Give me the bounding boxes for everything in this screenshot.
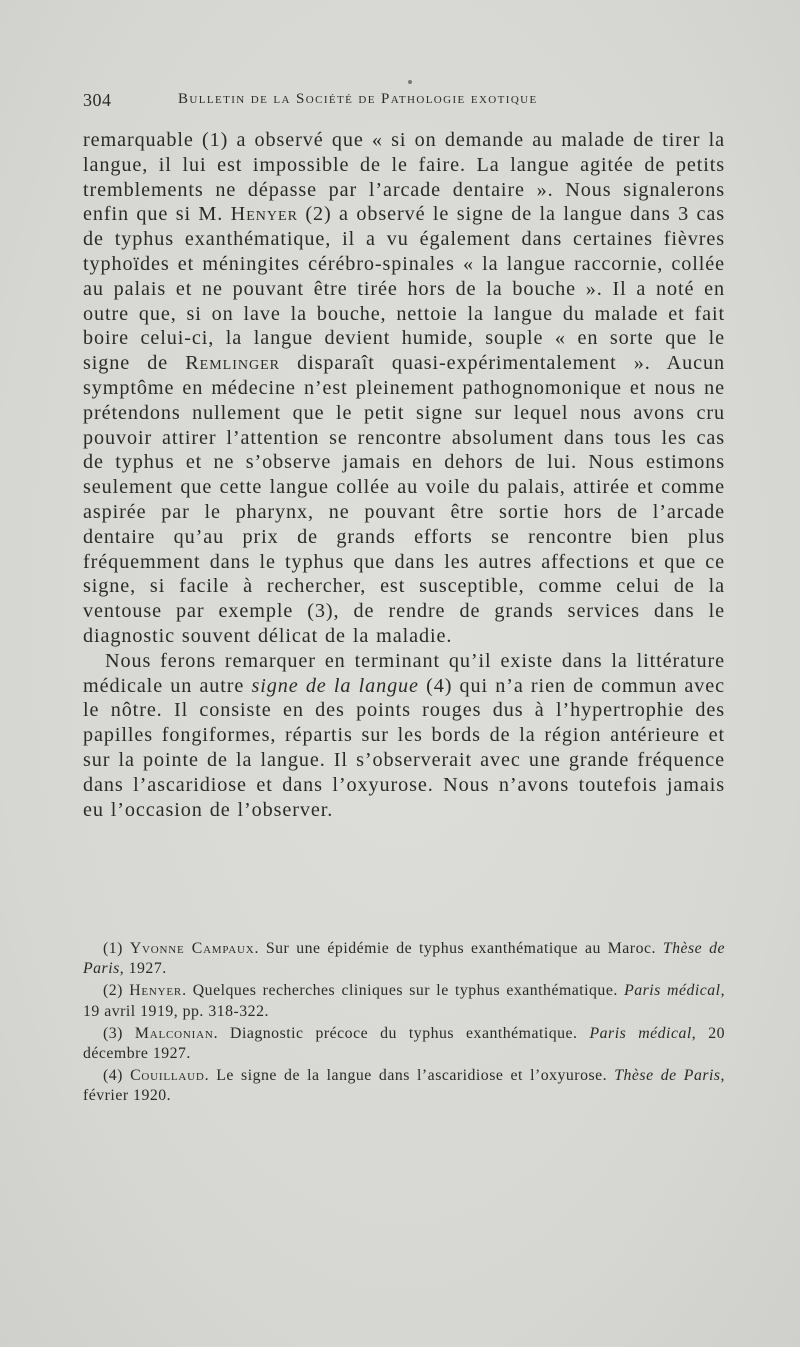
footnote-source: Thèse de Paris — [83, 940, 725, 978]
text-run: Nous ferons remarquer en terminant qu’il existe dans la littérature médicale un autre — [83, 649, 725, 697]
footnote-author: Yvonne Campaux — [129, 940, 255, 957]
footnote-number: (2) — [103, 982, 130, 1000]
footnote-text: . Sur une épidémie de typhus exanthématique au Maroc. — [254, 940, 663, 957]
text-run: (4) qui n’a rien de commun avec le nôtre. Il consiste en des points rouges dus à l’hypertrophie des papilles fongiformes, répartis sur les bords de la région antérieure et sur la pointe de la langue. Il s’observerait avec une grande fréquence dans l’ascaridiose et dans l’oxyurose. Nous n’avons toutefois jamais eu l’occasion de l’observer. — [83, 674, 725, 821]
footnote-author: Henyer — [129, 982, 183, 1000]
page-number: 304 — [83, 90, 112, 110]
footnote-date: , 20 décembre 1927. — [83, 1024, 725, 1063]
author-name: Henyer — [230, 203, 298, 226]
footnote-date: , février 1920. — [83, 1067, 725, 1105]
footnote-text: . Diagnostic précoce du typhus exanthématique. — [213, 1024, 590, 1042]
footnote-date: , 19 avril 1919, pp. 318-322. — [83, 982, 726, 1020]
paragraph — [83, 649, 725, 823]
footnote-source: Paris médical — [624, 982, 721, 1000]
text-run: disparaît quasi-expérimentalement ». Aucun symptôme en médecine n’est pleinement pathognomonique et nous ne prétendons nullement que le petit signe sur lequel nous avons cru pouvoir attirer l’attention se rencontre absolument dans tous les cas de typhus et ne s’observe jamais en dehors de lui. Nous estimons seulement que cette langue collée au voile du palais, attirée et comme aspirée par le pharynx, ne pouvant être sortie hors de l’arcade dentaire qu’au prix de grands efforts se rencontre bien plus fréquemment dans le typhus que dans les autres affections et que ce signe, si facile à rechercher, est susceptible, comme celui de la ventouse par exemple (3), de rendre de grands services dans le diagnostic souvent délicat de la maladie. — [83, 352, 725, 647]
author-name: Remlinger — [185, 352, 281, 375]
text-run: remarquable (1) a observé que « si on demande au malade de tirer la langue, il lui est impossible de le faire. La langue agitée de petits tremblements ne dépasse par l’arcade dentaire ». Nous signalerons enfin que si M. — [83, 129, 725, 226]
footnote — [83, 1024, 725, 1064]
footnote-author: Couillaud — [130, 1067, 205, 1085]
footnote-text: . Le signe de la langue dans l’ascaridiose et l’oxyurose. — [204, 1067, 615, 1085]
footnote-date: , 1927. — [119, 960, 167, 978]
footnote-number: (3) — [103, 1024, 135, 1042]
footnote-text: . Quelques recherches cliniques sur le typhus exanthématique. — [182, 982, 625, 1000]
footnote-author: Malconian — [134, 1024, 214, 1042]
footnote — [83, 1066, 725, 1106]
footnote-number: (4) — [103, 1067, 131, 1085]
footnote — [83, 981, 725, 1021]
footnote — [83, 939, 725, 979]
footnote-source: Paris médical — [589, 1024, 692, 1042]
footnote-source: Thèse de Paris — [614, 1067, 721, 1085]
text-run: (2) a observé le signe de la langue dans 3 cas de typhus exanthématique, il a vu également dans certaines fièvres typhoïdes et méningites cérébro-spinales « la langue raccornie, collée au palais et ne pouvant être tirée hors de la bouche ». Il a noté en outre que, si on lave la bouche, nettoie la langue du malade et fait boire celui-ci, la langue devient humide, souple « en sorte que le signe de — [83, 203, 725, 375]
italic-term: signe de la langue — [251, 674, 419, 697]
paragraph — [83, 128, 725, 649]
page-header — [83, 90, 723, 114]
footnote-number: (1) — [103, 940, 130, 957]
body-text — [83, 128, 725, 822]
running-title: Bulletin de la Société de Pathologie exotique — [178, 91, 538, 107]
footnotes — [83, 939, 725, 1109]
print-speck — [408, 80, 412, 84]
